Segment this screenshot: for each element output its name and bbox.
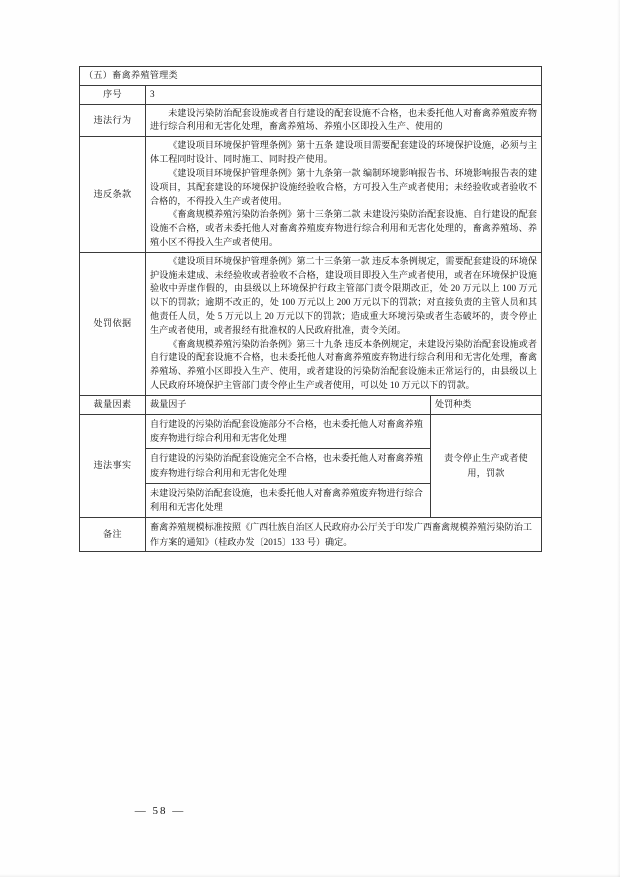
label-penalty-basis: 处罚依据 <box>80 252 146 395</box>
value-serial-number: 3 <box>146 85 542 104</box>
value-penalty-type: 责令停止生产或者使用，罚款 <box>431 414 542 517</box>
illegal-act-paragraph: 未建设污染防治配套设施或者自行建设的配套设施不合格，也未委托他人对畜禽养殖废弃物进行综合利用和无害化处理，畜禽养殖场、养殖小区即投入生产、使用的 <box>150 107 538 132</box>
value-remarks: 畜禽养殖规模标准按照《广西壮族自治区人民政府办公厅关于印发广西畜禽规模养殖污染防治工作方案的通知》（桂政办发〔2015〕133 号）确定。 <box>146 518 542 552</box>
value-penalty-basis <box>146 252 542 395</box>
illegal-fact-item: 自行建设的污染防治配套设施部分不合格，也未委托他人对畜禽养殖废弃物进行综合利用和无害化处理 <box>146 414 431 448</box>
table-row-illegal-fact <box>80 414 542 448</box>
table-row-penalty-basis <box>80 252 542 395</box>
header-penalty-type: 处罚种类 <box>431 395 542 414</box>
label-remarks: 备注 <box>80 518 146 552</box>
label-illegal-facts: 违法事实 <box>80 414 146 517</box>
penalty-discretion-table <box>79 66 542 552</box>
violated-clause-paragraph: 《建设项目环境保护管理条例》第十五条 建设项目需要配套建设的环境保护设施，必须与主体工程同时设计、同时施工、同时投产使用。 <box>150 140 538 165</box>
label-violated-clauses: 违反条款 <box>80 137 146 253</box>
violated-clause-paragraph: 《畜禽规模养殖污染防治条例》第十三条第二款 未建设污染防治配套设施、自行建设的配套设施不合格，或者未委托他人对畜禽养殖废弃物进行综合利用和无害化处理的，畜禽养殖场、养殖小区不得投入生产或者使用。 <box>150 209 538 247</box>
label-serial-number: 序号 <box>80 85 146 104</box>
value-violated-clauses <box>146 137 542 253</box>
violated-clause-paragraph: 《建设项目环境保护管理条例》第十九条第一款 编制环境影响报告书、环境影响报告表的建设项目，其配套建设的环境保护设施经验收合格，方可投入生产或者使用；未经验收或者验收不合格的，不得投入生产或者使用。 <box>150 167 538 206</box>
label-discretion-factor: 裁量因素 <box>80 395 146 414</box>
section-title: （五）畜禽养殖管理类 <box>80 67 542 86</box>
table-row-serial-number <box>80 85 542 104</box>
table-row-illegal-act <box>80 104 542 137</box>
value-illegal-act <box>146 104 542 137</box>
penalty-basis-paragraph: 《畜禽规模养殖污染防治条例》第三十九条 违反本条例规定，未建设污染防治配套设施或者自行建设的配套设施不合格，也未委托他人对畜禽养殖废弃物进行综合利用和无害化处理，畜禽养殖场、养殖小区即投入生产、使用，或者建设的污染防治配套设施未正常运行的，由县级以上人民政府环境保护主管部门责令停止生产或者使用，可以处 10 万元以下的罚款。 <box>150 338 538 391</box>
page-number: — 58 — <box>134 805 186 817</box>
table-row-section-title <box>80 67 542 86</box>
table-row-remarks <box>80 518 542 552</box>
illegal-fact-item: 未建设污染防治配套设施，也未委托他人对畜禽养殖废弃物进行综合利用和无害化处理 <box>146 483 431 517</box>
header-discretion-element: 裁量因子 <box>146 395 431 414</box>
table-row-violated-clauses <box>80 137 542 253</box>
label-illegal-act: 违法行为 <box>80 104 146 137</box>
table-row-discretion-header <box>80 395 542 414</box>
illegal-fact-item: 自行建设的污染防治配套设施完全不合格，也未委托他人对畜禽养殖废弃物进行综合利用和无害化处理 <box>146 449 431 483</box>
penalty-basis-paragraph: 《建设项目环境保护管理条例》第二十三条第一款 违反本条例规定，需要配套建设的环境保护设施未建成、未经验收或者验收不合格，建设项目即投入生产或者使用，或者在环境保护设施验收中弄虚作假的，由县级以上环境保护行政主管部门责令限期改正，处 20 万元以上 100 万元以下的罚款；逾期不改正的，处 100 万元以上 200 万元以下的罚款；对直接负责的主管人员和其他责任人员，处 5 万元以上 20 万元以下的罚款；造成重大环境污染或者生态破坏的，责令停止生产或者使用，或者报经有批准权的人民政府批准，责令关闭。 <box>150 255 538 335</box>
